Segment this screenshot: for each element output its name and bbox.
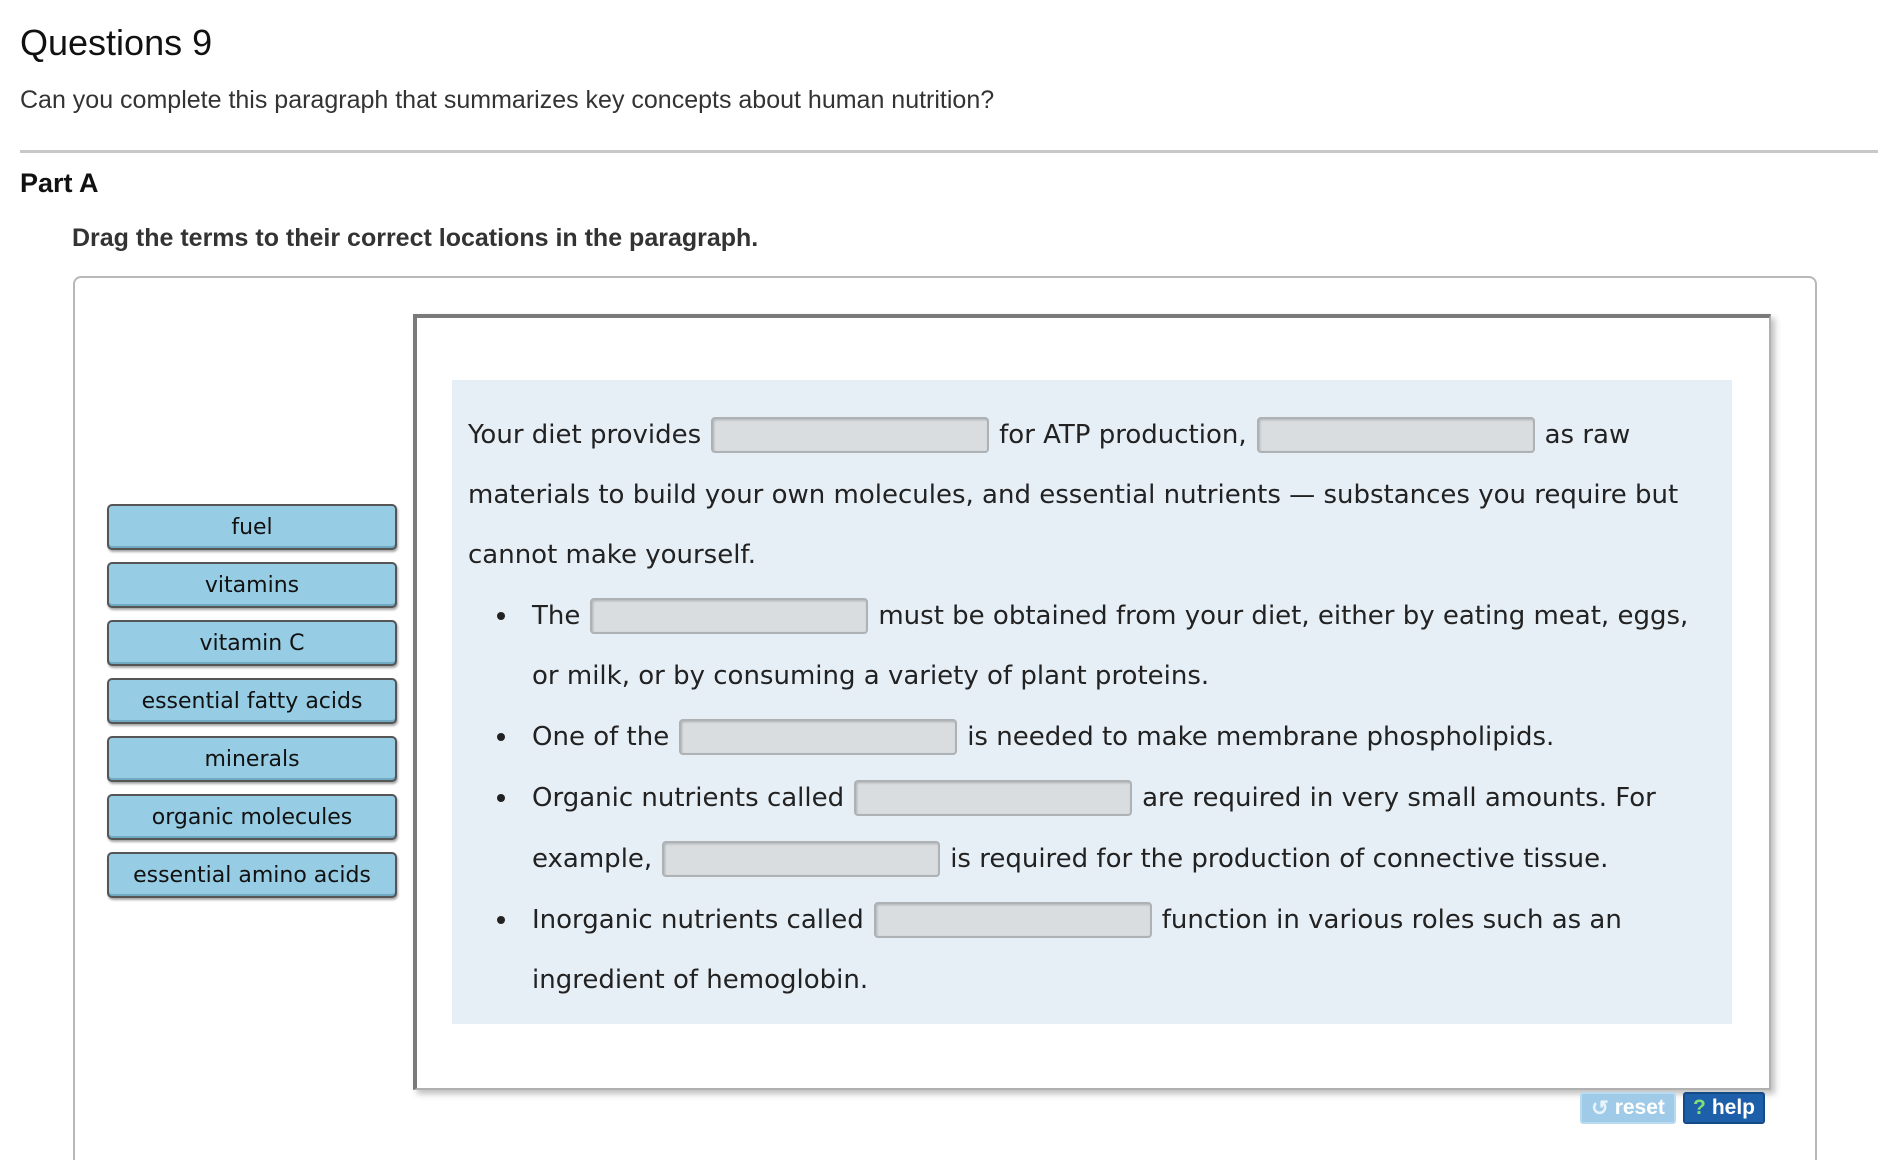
bullet-icon: [497, 916, 505, 924]
bullet-2-line-1: [532, 717, 1554, 757]
question-title: Questions 9: [20, 22, 213, 63]
term-minerals[interactable]: minerals: [107, 736, 397, 782]
text-segment: Your diet provides: [468, 420, 702, 450]
text-segment: example,: [532, 844, 653, 874]
reset-icon: ↺: [1591, 1096, 1609, 1120]
drop-target-2[interactable]: [1257, 417, 1535, 453]
paragraph-line-1: [468, 415, 1630, 455]
reset-button[interactable]: [1580, 1092, 1676, 1124]
drop-target-6[interactable]: [662, 841, 940, 877]
text-segment: materials to build your own molecules, and essential nutrients — substances you require but: [468, 480, 1679, 510]
text-segment: Organic nutrients called: [532, 783, 845, 813]
text-segment: must be obtained from your diet, either by eating meat, eggs,: [878, 601, 1689, 631]
help-icon: ?: [1693, 1096, 1706, 1119]
drop-target-4[interactable]: [679, 719, 957, 755]
divider: [20, 150, 1878, 153]
text-segment: function in various roles such as an: [1161, 905, 1622, 935]
term-essential-fatty-acids[interactable]: essential fatty acids: [107, 678, 397, 724]
text-segment: One of the: [532, 722, 670, 752]
drop-target-3[interactable]: [590, 598, 868, 634]
paragraph-line-3: [468, 535, 756, 575]
reset-label: reset: [1614, 1096, 1665, 1119]
text-segment: for ATP production,: [999, 420, 1247, 450]
text-segment: or milk, or by consuming a variety of plant proteins.: [532, 661, 1210, 691]
bullet-3-line-1: [532, 778, 1656, 818]
help-button[interactable]: [1683, 1092, 1765, 1124]
instruction-text: Drag the terms to their correct locations in the paragraph.: [72, 224, 759, 252]
text-segment: The: [532, 601, 581, 631]
bullet-icon: [497, 794, 505, 802]
question-subtitle: Can you complete this paragraph that summarizes key concepts about human nutrition?: [20, 86, 995, 114]
drop-target-1[interactable]: [711, 417, 989, 453]
bullet-4-line-2: [532, 960, 868, 1000]
term-vitamin-c[interactable]: vitamin C: [107, 620, 397, 666]
bullet-4-line-1: [532, 900, 1622, 940]
paragraph-line-2: [468, 475, 1678, 515]
term-essential-amino-acids[interactable]: essential amino acids: [107, 852, 397, 898]
text-segment: is needed to make membrane phospholipids.: [967, 722, 1555, 752]
term-fuel[interactable]: fuel: [107, 504, 397, 550]
bullet-icon: [497, 612, 505, 620]
bullet-1-line-1: [532, 596, 1688, 636]
text-segment: cannot make yourself.: [468, 540, 756, 570]
bullet-1-line-2: [532, 656, 1209, 696]
help-label: help: [1711, 1096, 1755, 1119]
bullet-icon: [497, 733, 505, 741]
term-organic-molecules[interactable]: organic molecules: [107, 794, 397, 840]
paragraph-box: [452, 380, 1732, 1024]
part-label: Part A: [20, 168, 99, 198]
text-segment: as raw: [1544, 420, 1631, 450]
term-bank: [107, 504, 397, 910]
text-segment: are required in very small amounts. For: [1142, 783, 1656, 813]
bullet-3-line-2: [532, 839, 1608, 879]
text-segment: is required for the production of connective tissue.: [950, 844, 1609, 874]
text-segment: Inorganic nutrients called: [532, 905, 864, 935]
drop-target-7[interactable]: [874, 902, 1152, 938]
text-segment: ingredient of hemoglobin.: [532, 965, 869, 995]
drop-target-5[interactable]: [854, 780, 1132, 816]
term-vitamins[interactable]: vitamins: [107, 562, 397, 608]
